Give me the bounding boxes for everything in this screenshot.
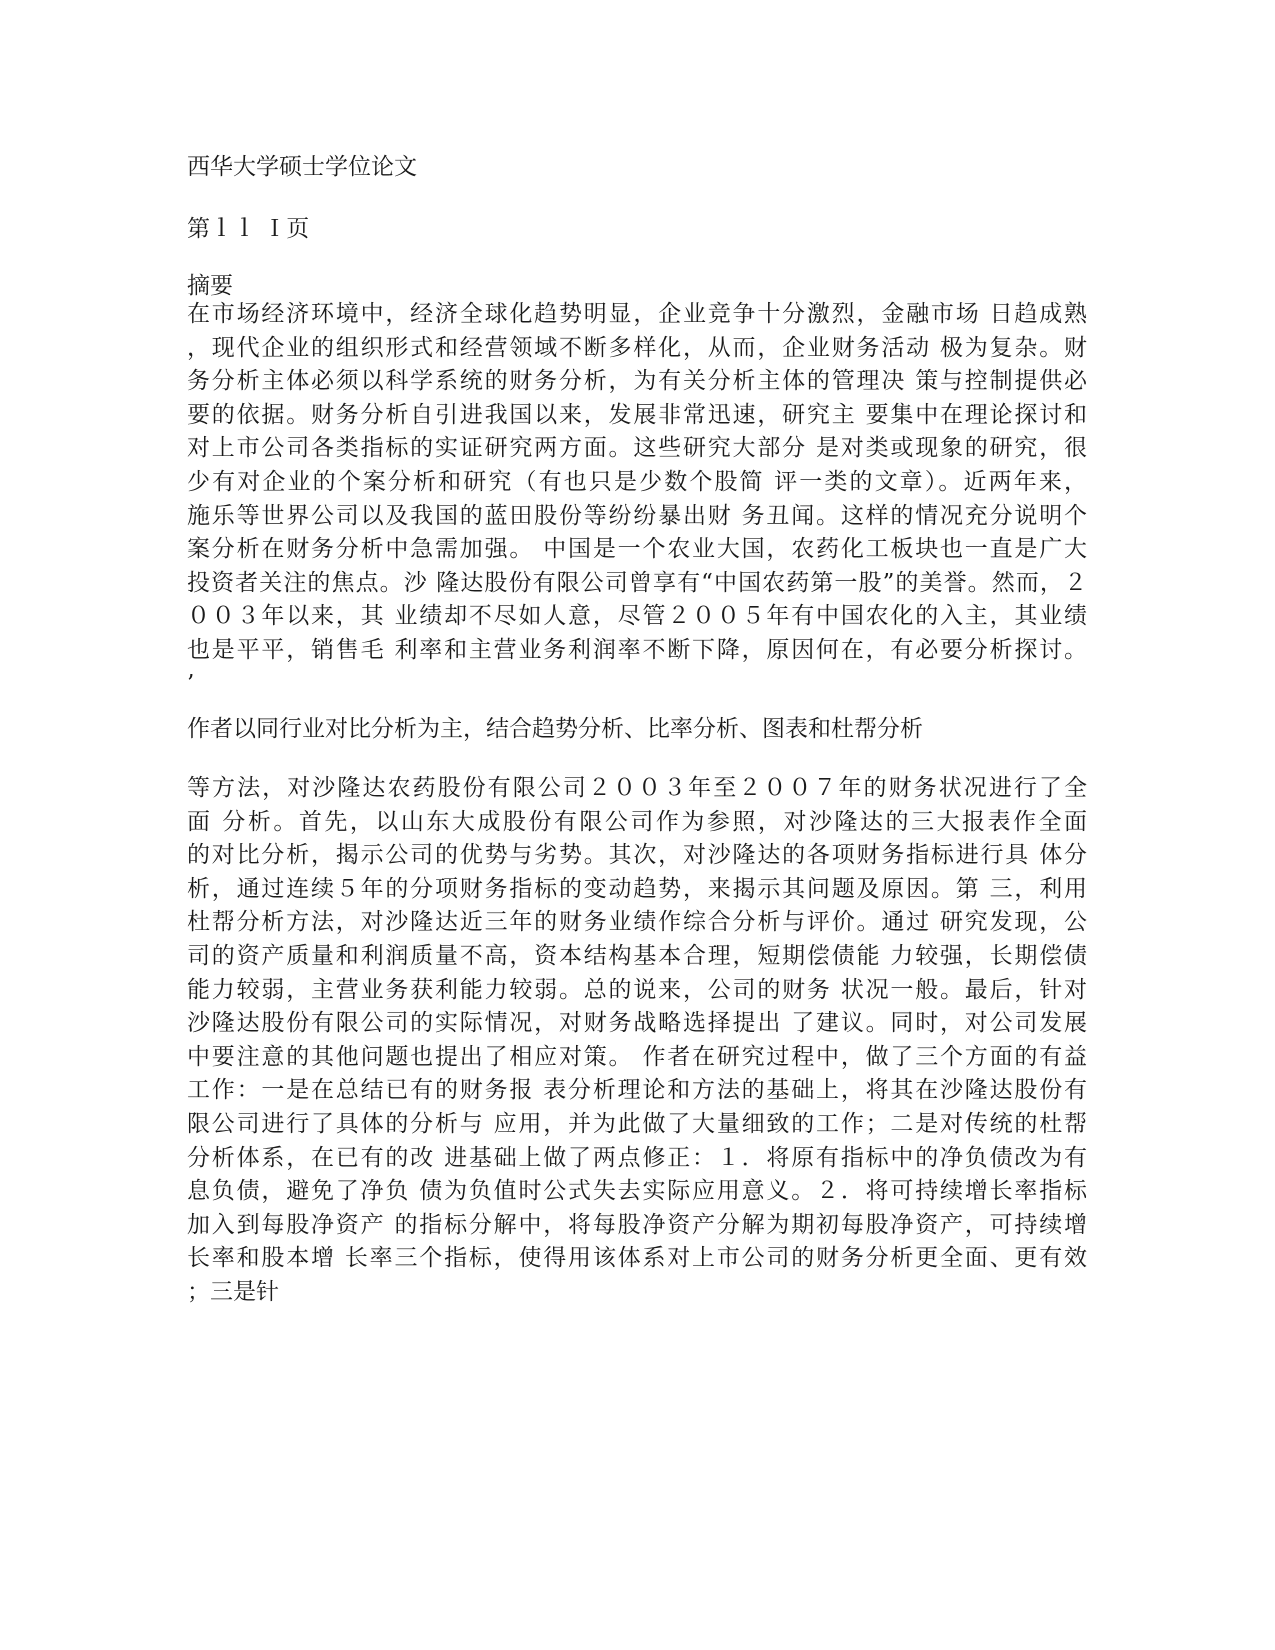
header-title: 西华大学硕士学位论文 <box>187 154 417 180</box>
text-line: ’ <box>187 670 195 697</box>
text-line: 分析体系，在已有的改 进基础上做了两点修正：１．将原有指标中的净负债改为有 <box>187 1144 1087 1171</box>
text-line: 析，通过连续５年的分项财务指标的变动趋势，来揭示其问题及原因。第 三，利用 <box>187 875 1087 902</box>
text-line: 少有对企业的个案分析和研究（有也只是少数个股简 评一类的文章）。近两年来， <box>187 468 1087 495</box>
text-line: 司的资产质量和利润质量不高，资本结构基本合理，短期偿债能 力较强，长期偿债 <box>187 942 1087 969</box>
text-line: ；三是针 <box>187 1278 279 1305</box>
abstract-paragraph-2: 作者以同行业对比分析为主，结合趋势分析、比率分析、图表和杜帮分析 <box>187 716 923 742</box>
text-line: 中要注意的其他问题也提出了相应对策。 作者在研究过程中，做了三个方面的有益 <box>187 1043 1087 1070</box>
text-line: 也是平平，销售毛 利率和主营业务利润率不断下降，原因何在，有必要分析探讨。 <box>187 636 1087 663</box>
text-line: 长率和股本增 长率三个指标，使得用该体系对上市公司的财务分析更全面、更有效 <box>187 1245 1087 1272</box>
abstract-heading: 摘要 <box>187 273 233 299</box>
text-line: 沙隆达股份有限公司的实际情况，对财务战略选择提出 了建议。同时，对公司发展 <box>187 1010 1087 1037</box>
text-line: 等方法，对沙隆达农药股份有限公司２００３年至２００７年的财务状况进行了全 <box>187 775 1087 801</box>
text-line: 务分析主体必须以科学系统的财务分析，为有关分析主体的管理决 策与控制提供必 <box>187 368 1087 395</box>
text-line: 施乐等世界公司以及我国的蓝田股份等纷纷暴出财 务丑闻。这样的情况充分说明个 <box>187 502 1087 529</box>
text-line: 能力较弱，主营业务获利能力较弱。总的说来，公司的财务 状况一般。最后，针对 <box>187 976 1087 1003</box>
text-line: ００３年以来，其 业绩却不尽如人意，尽管２００５年有中国农化的入主，其业绩 <box>187 603 1087 630</box>
text-line: ，现代企业的组织形式和经营领域不断多样化，从而，企业财务活动 极为复杂。财 <box>187 334 1087 361</box>
abstract-paragraph-3 <box>187 772 1087 1310</box>
text-line: 的对比分析，揭示公司的优势与劣势。其次，对沙隆达的各项财务指标进行具 体分 <box>187 842 1087 869</box>
text-line: 在市场经济环境中，经济全球化趋势明显，企业竞争十分激烈，金融市场 日趋成熟 <box>187 301 1087 327</box>
text-line: 案分析在财务分析中急需加强。 中国是一个农业大国，农药化工板块也一直是广大 <box>187 536 1087 563</box>
text-line: 面 分析。首先，以山东大成股份有限公司作为参照，对沙隆达的三大报表作全面 <box>187 808 1087 835</box>
text-line: 息负债，避免了净负 债为负值时公式失去实际应用意义。２．将可持续增长率指标 <box>187 1178 1087 1205</box>
text-line: 投资者关注的焦点。沙 隆达股份有限公司曾享有“中国农药第一股”的美誉。然而，２ <box>187 569 1087 596</box>
text-line: 工作：一是在总结已有的财务报 表分析理论和方法的基础上，将其在沙隆达股份有 <box>187 1077 1087 1104</box>
page-number: 第ｌｌ Ｉ页 <box>187 216 310 242</box>
text-line: 对上市公司各类指标的实证研究两方面。这些研究大部分 是对类或现象的研究，很 <box>187 435 1087 462</box>
abstract-paragraph-1 <box>187 298 1087 701</box>
text-line: 限公司进行了具体的分析与 应用，并为此做了大量细致的工作；二是对传统的杜帮 <box>187 1110 1087 1137</box>
text-line: 加入到每股净资产 的指标分解中，将每股净资产分解为期初每股净资产，可持续增 <box>187 1211 1087 1238</box>
text-line: 要的依据。财务分析自引进我国以来，发展非常迅速，研究主 要集中在理论探讨和 <box>187 401 1087 428</box>
text-line: 杜帮分析方法，对沙隆达近三年的财务业绩作综合分析与评价。通过 研究发现，公 <box>187 909 1087 936</box>
